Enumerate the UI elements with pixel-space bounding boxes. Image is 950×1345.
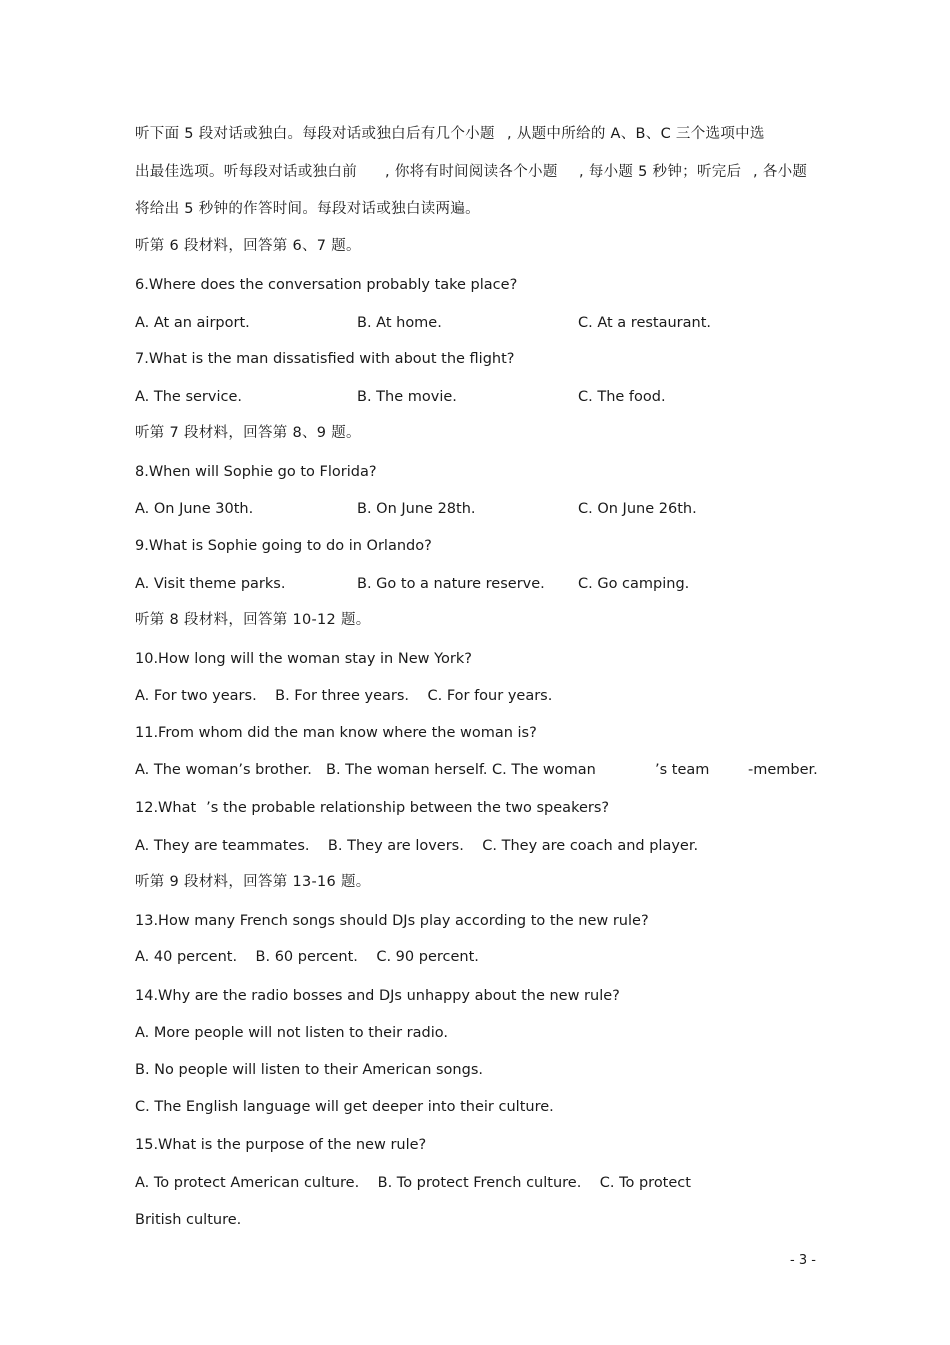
question-13-stem: 13.How many French songs should DJs play according to the new rule?	[135, 913, 649, 929]
question-6-stem: 6.Where does the conversation probably take place?	[135, 277, 518, 293]
question-15-options: A. To protect American culture. B. To protect French culture. C. To protect	[135, 1175, 691, 1191]
page-number: - 3 -	[790, 1253, 816, 1268]
question-10-options: A. For two years. B. For three years. C. For four years.	[135, 688, 553, 704]
question-7-stem: 7.What is the man dissatisfied with about the flight?	[135, 351, 515, 367]
question-11-option-c: C. The woman	[492, 762, 596, 778]
question-11-option-b: B. The woman herself.	[326, 762, 488, 778]
question-12-stem	[135, 798, 609, 818]
question-8-option-b: B. On June 28th.	[357, 501, 476, 517]
section-heading-7: 听第 7 段材料，回答第 8、9 题。	[135, 425, 361, 441]
question-9-option-c: C. Go camping.	[578, 576, 690, 592]
question-14-stem: 14.Why are the radio bosses and DJs unhappy about the new rule?	[135, 988, 620, 1004]
question-10-stem: 10.How long will the woman stay in New York?	[135, 651, 472, 667]
question-11-option-c-member: -member.	[748, 762, 818, 778]
intro-line-2b: , 你将有时间阅读各个小题	[385, 164, 558, 180]
question-11-stem: 11.From whom did the man know where the woman is?	[135, 725, 537, 741]
question-7-option-c: C. The food.	[578, 389, 666, 405]
intro-line-1b: , 从题中所给的 A、B、C 三个选项中选	[507, 126, 765, 142]
question-9-option-b: B. Go to a nature reserve.	[357, 576, 545, 592]
question-8-option-a: A. On June 30th.	[135, 501, 254, 517]
intro-line-2c: , 每小题 5 秒钟；听完后	[579, 164, 742, 180]
question-7-option-b: B. The movie.	[357, 389, 457, 405]
question-13-options: A. 40 percent. B. 60 percent. C. 90 percent.	[135, 949, 479, 965]
question-11-option-c-possessive: ’s team	[655, 762, 710, 778]
question-9-stem: 9.What is Sophie going to do in Orlando?	[135, 538, 432, 554]
question-8-option-c: C. On June 26th.	[578, 501, 697, 517]
question-12-stem-b: ’s the probable relationship between the two speakers?	[206, 800, 610, 816]
intro-line-2d: , 各小题	[753, 164, 808, 180]
section-heading-6: 听第 6 段材料，回答第 6、7 题。	[135, 238, 361, 254]
intro-line-1a: 听下面 5 段对话或独白。每段对话或独白后有几个小题	[135, 126, 495, 142]
intro-line-3: 将给出 5 秒钟的作答时间。每段对话或独白读两遍。	[135, 201, 480, 217]
question-12-options: A. They are teammates. B. They are lovers. C. They are coach and player.	[135, 838, 699, 854]
question-11-option-a: A. The woman’s brother.	[135, 762, 312, 778]
question-8-stem: 8.When will Sophie go to Florida?	[135, 464, 377, 480]
question-12-stem-a: 12.What	[135, 800, 197, 816]
question-11-options	[135, 760, 818, 780]
question-14-option-c: C. The English language will get deeper into their culture.	[135, 1099, 554, 1115]
question-6-option-c: C. At a restaurant.	[578, 315, 712, 331]
question-14-option-b: B. No people will listen to their American songs.	[135, 1062, 483, 1078]
question-14-option-a: A. More people will not listen to their radio.	[135, 1025, 448, 1041]
section-heading-9: 听第 9 段材料，回答第 13-16 题。	[135, 874, 371, 890]
intro-line-2	[135, 162, 808, 182]
question-15-stem: 15.What is the purpose of the new rule?	[135, 1137, 427, 1153]
question-15-options-continued: British culture.	[135, 1212, 242, 1228]
question-7-option-a: A. The service.	[135, 389, 243, 405]
question-9-option-a: A. Visit theme parks.	[135, 576, 286, 592]
section-heading-8: 听第 8 段材料，回答第 10-12 题。	[135, 612, 371, 628]
question-6-option-a: A. At an airport.	[135, 315, 250, 331]
intro-line-1	[135, 124, 765, 144]
intro-line-2a: 出最佳选项。听每段对话或独白前	[135, 164, 357, 180]
question-6-option-b: B. At home.	[357, 315, 442, 331]
